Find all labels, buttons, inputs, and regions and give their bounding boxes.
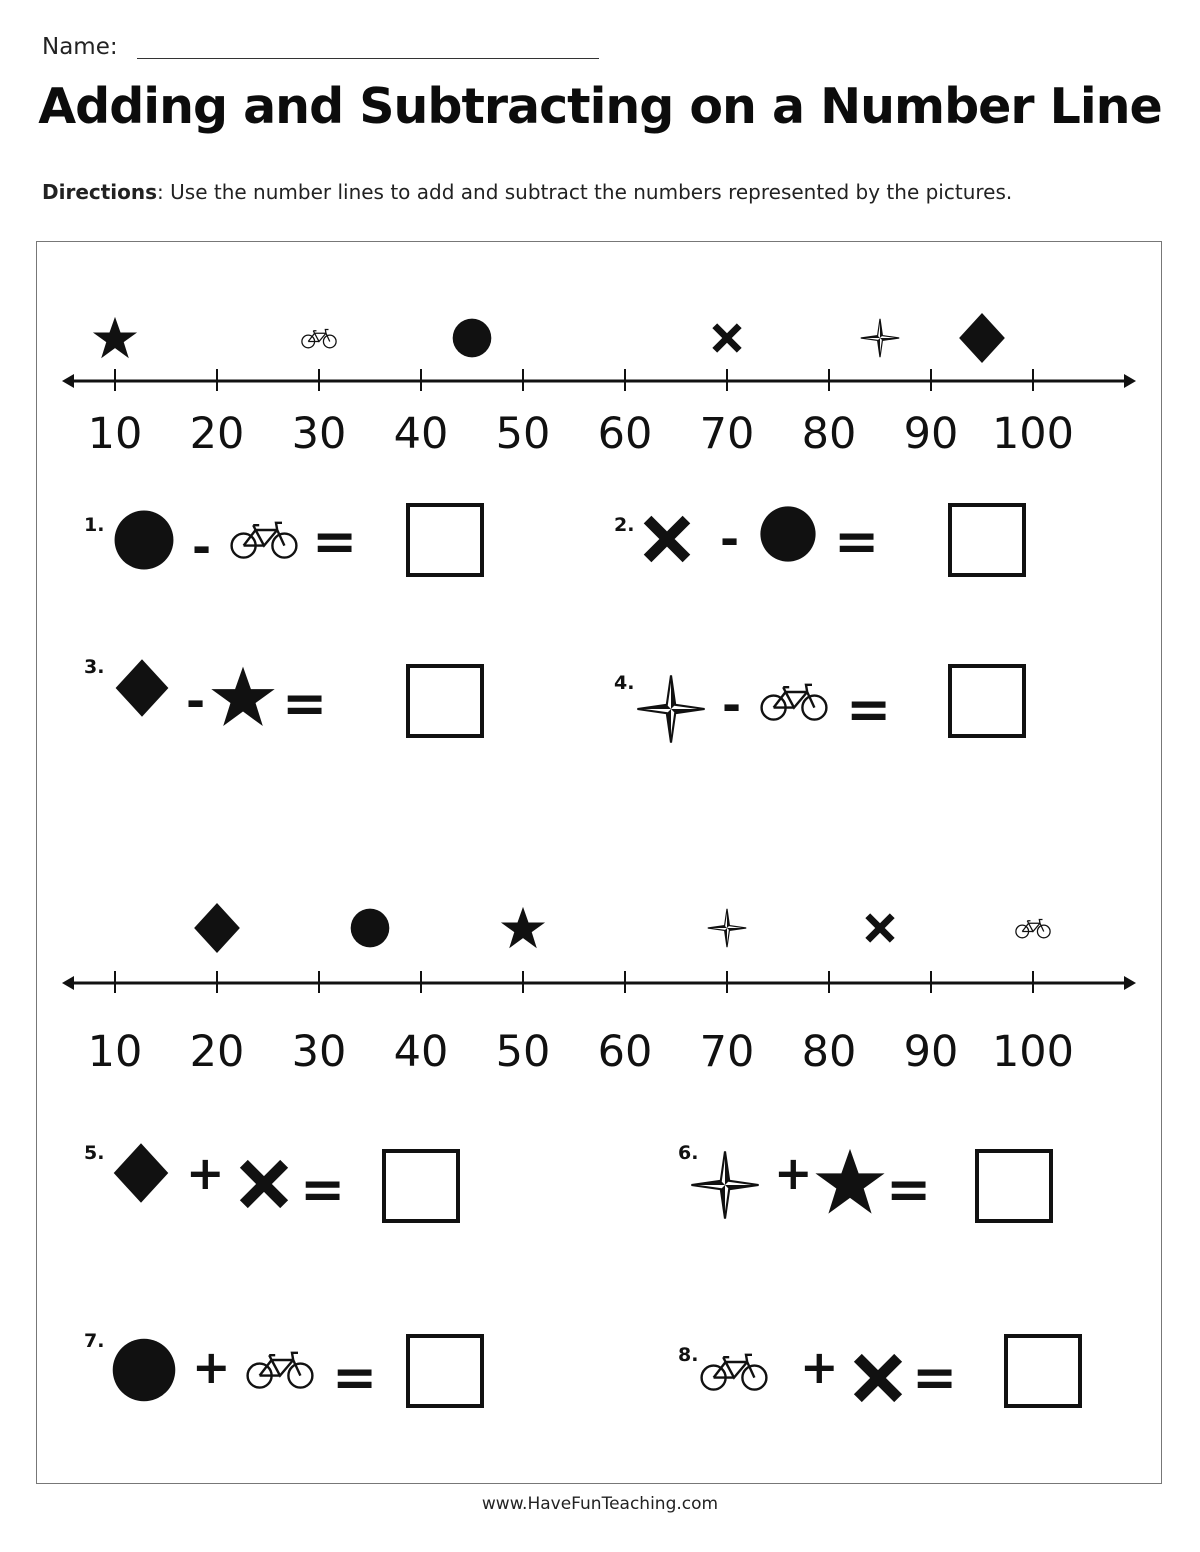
star-icon [210,664,276,730]
answer-box[interactable] [382,1149,460,1223]
problem-number: 7. [84,1330,105,1352]
answer-box[interactable] [948,664,1026,738]
equals-sign: = [846,678,892,741]
problem-number: 2. [614,514,635,536]
tick-label: 10 [87,1027,143,1077]
problem-number: 4. [614,672,635,694]
tick-label: 40 [393,409,449,459]
page-title: Adding and Subtracting on a Number Line [38,78,1162,135]
tick-label: 60 [597,409,653,459]
name-line[interactable] [137,58,599,59]
problem-number: 1. [84,514,105,536]
minus-operator: - [722,678,742,732]
directions-label: Directions [42,180,158,204]
x-icon [640,512,694,566]
tick-label: 40 [393,1027,449,1077]
equals-sign: = [332,1346,378,1409]
bicycle-icon [228,518,300,560]
tick-label: 90 [903,1027,959,1077]
equals-sign: = [300,1158,346,1221]
tick-label: 90 [903,409,959,459]
tick-label: 10 [87,409,143,459]
bicycle-icon [698,1350,770,1392]
answer-box[interactable] [1004,1334,1082,1408]
diamond-icon [112,658,172,718]
equals-sign: = [912,1346,958,1409]
plus-operator: + [186,1146,225,1200]
plus-operator: + [192,1340,231,1394]
bicycle-icon [758,680,830,722]
tick-label: 80 [801,409,857,459]
tick-label: 100 [991,1027,1075,1077]
bicycle-icon [244,1348,316,1390]
tick-label: 70 [699,1027,755,1077]
tick-label: 30 [291,1027,347,1077]
answer-box[interactable] [948,503,1026,577]
tick-label: 20 [189,409,245,459]
equals-sign: = [886,1158,932,1221]
minus-operator: - [720,512,740,566]
circle-icon [112,508,176,572]
answer-box[interactable] [406,664,484,738]
circle-icon [110,1336,178,1404]
tick-label: 60 [597,1027,653,1077]
worksheet-frame [36,241,1162,1484]
diamond-icon [110,1142,172,1204]
equals-sign: = [312,510,358,573]
tick-label: 70 [699,409,755,459]
minus-operator: - [192,520,212,574]
tick-label: 100 [991,409,1075,459]
name-label: Name: [42,34,118,60]
circle-icon [758,504,818,564]
problem-number: 5. [84,1142,105,1164]
tick-label: 20 [189,1027,245,1077]
plus-operator: + [800,1340,839,1394]
compass-star-icon [690,1150,760,1220]
problem-number: 3. [84,656,105,678]
problem-number: 6. [678,1142,699,1164]
tick-label: 50 [495,1027,551,1077]
answer-box[interactable] [975,1149,1053,1223]
answer-box[interactable] [406,503,484,577]
plus-operator: + [774,1146,813,1200]
minus-operator: - [186,674,206,728]
answer-box[interactable] [406,1334,484,1408]
directions-text: : Use the number lines to add and subtract the numbers represented by the pictures. [157,180,1013,204]
directions [42,180,1012,204]
tick-label: 50 [495,409,551,459]
problem-number: 8. [678,1344,699,1366]
tick-label: 80 [801,1027,857,1077]
star-icon [814,1146,886,1218]
compass-star-icon [636,674,706,744]
x-icon [850,1350,906,1406]
equals-sign: = [834,510,880,573]
footer-website: www.HaveFunTeaching.com [481,1494,719,1514]
tick-label: 30 [291,409,347,459]
equals-sign: = [282,672,328,735]
x-icon [236,1156,292,1212]
